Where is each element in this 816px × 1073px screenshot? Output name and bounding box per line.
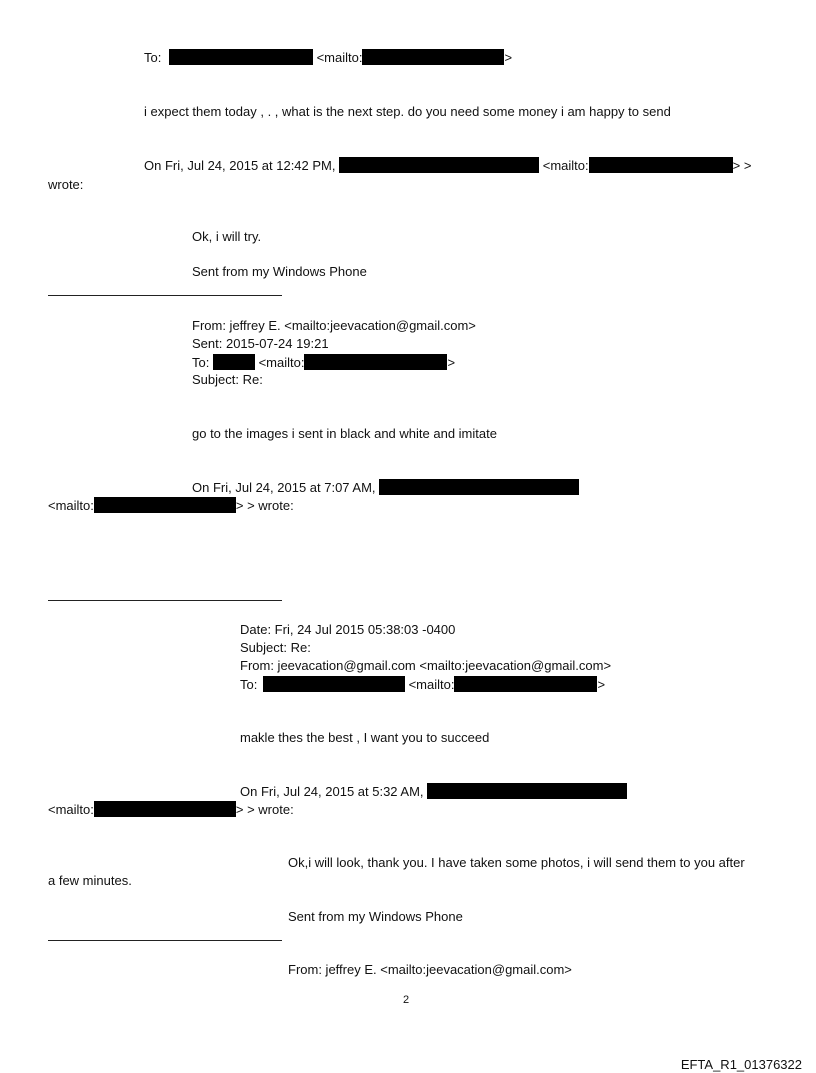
- reply-signature: Sent from my Windows Phone: [192, 264, 367, 279]
- bates-number: EFTA_R1_01376322: [680, 1057, 802, 1072]
- mailto-open: <mailto:: [48, 802, 94, 817]
- fwd2-from: From: jeevacation@gmail.com <mailto:jeevacation@gmail.com>: [240, 658, 612, 673]
- redacted-block: [304, 354, 447, 370]
- fwd-to-line: [192, 354, 455, 371]
- redacted-block: [454, 676, 597, 692]
- quote-on-line: On Fri, Jul 24, 2015 at 5:32 AM,: [240, 784, 424, 799]
- fwd2-date: Date: Fri, 24 Jul 2015 05:38:03 -0400: [240, 622, 456, 637]
- separator-rule: [48, 600, 282, 601]
- reply2-signature: Sent from my Windows Phone: [288, 909, 463, 924]
- reply2-from: From: jeffrey E. <mailto:jeevacation@gmail.com>: [288, 962, 572, 977]
- redacted-block: [263, 676, 405, 692]
- reply2-body-line1: Ok,i will look, thank you. I have taken some photos, i will send them to you after: [288, 855, 745, 870]
- quote-header: [192, 479, 579, 496]
- mailto-close: >: [447, 355, 456, 370]
- quote-on-line: On Fri, Jul 24, 2015 at 7:07 AM,: [192, 480, 376, 495]
- mailto-close: >: [597, 677, 606, 692]
- fwd-from: From: jeffrey E. <mailto:jeevacation@gmail.com>: [192, 318, 476, 333]
- quote-header: [240, 783, 627, 800]
- separator-rule: [48, 940, 282, 941]
- to-line: [144, 49, 512, 66]
- mailto-open: <mailto:: [408, 677, 455, 692]
- to-label: To:: [192, 355, 210, 370]
- fwd2-to-line: [240, 676, 605, 693]
- redacted-block: [427, 783, 627, 799]
- quote-wrote-line: [48, 497, 294, 514]
- mailto-open: <mailto:: [316, 50, 363, 65]
- mailto-open: <mailto:: [258, 355, 305, 370]
- to-label: To:: [240, 677, 258, 692]
- mailto-open: <mailto:: [542, 158, 589, 173]
- redacted-block: [589, 157, 733, 173]
- redacted-block: [94, 801, 236, 817]
- quote-header: [144, 157, 751, 174]
- redacted-block: [379, 479, 579, 495]
- fwd-sent: Sent: 2015-07-24 19:21: [192, 336, 329, 351]
- reply2-body-line2: a few minutes.: [48, 873, 132, 888]
- quote-on-line: On Fri, Jul 24, 2015 at 12:42 PM,: [144, 158, 336, 173]
- quote-wrote: wrote:: [48, 177, 84, 192]
- mailto-close: > >: [732, 158, 752, 173]
- fwd2-subject: Subject: Re:: [240, 640, 311, 655]
- redacted-block: [169, 49, 313, 65]
- redacted-block: [213, 354, 255, 370]
- fwd-subject: Subject: Re:: [192, 372, 263, 387]
- message-body: i expect them today , . , what is the next step. do you need some money i am happy to send: [144, 104, 671, 119]
- to-label: To:: [144, 50, 162, 65]
- quote-wrote: > > wrote:: [235, 498, 294, 513]
- redacted-block: [362, 49, 504, 65]
- quote-wrote-line: [48, 801, 294, 818]
- reply-body: Ok, i will try.: [192, 229, 262, 244]
- separator-rule: [48, 295, 282, 296]
- fwd2-body: makle thes the best , I want you to succeed: [240, 730, 490, 745]
- quote-wrote: > > wrote:: [235, 802, 294, 817]
- mailto-close: >: [504, 50, 513, 65]
- fwd-body: go to the images i sent in black and white and imitate: [192, 426, 497, 441]
- page-number: 2: [403, 994, 410, 1006]
- mailto-open: <mailto:: [48, 498, 94, 513]
- redacted-block: [339, 157, 539, 173]
- redacted-block: [94, 497, 236, 513]
